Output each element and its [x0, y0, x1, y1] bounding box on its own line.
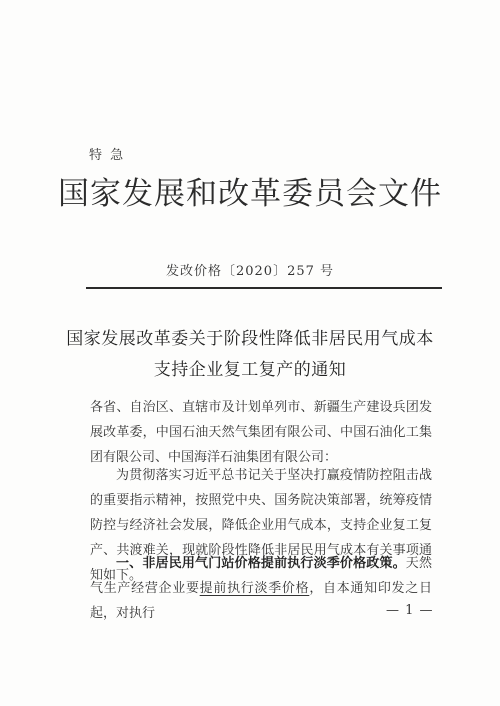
section-1-underlined-phrase: 提前执行淡季价格 [199, 581, 310, 596]
section-1-text-b: ，自本通知印发之日起，对执行 [90, 581, 432, 621]
header-divider [86, 287, 442, 289]
addressee-paragraph: 各省、自治区、直辖市及计划单列市、新疆生产建设兵团发展改革委，中国石油天然气集团有限公司、中国石油化工集团有限公司、中国海洋石油集团有限公司： [90, 400, 432, 465]
notice-title [0, 324, 500, 386]
section-1-paragraph [90, 551, 432, 626]
agency-title: 国家发展和改革委员会文件 [58, 176, 442, 212]
section-1-heading: 一、非居民用气门站价格提前执行淡季价格政策。 [116, 556, 406, 571]
body-paragraph-1: 为贯彻落实习近平总书记关于坚决打赢疫情防控阻击战的重要指示精神，按照党中央、国务院决策部署，统筹疫情防控与经济社会发展，降低企业用气成本，支持企业复工复产、共渡难关，现就阶段性降低非居民用气成本有关事项通知如下。 [90, 468, 432, 583]
notice-title-line-1: 国家发展改革委关于阶段性降低非居民用气成本 [66, 329, 434, 349]
section-1-text-a: 天然气生产经营企业要 [90, 556, 432, 596]
urgency-label: 特 急 [89, 148, 126, 163]
notice-title-line-2: 支持企业复工复产的通知 [153, 360, 347, 380]
document-number: 发改价格〔2020〕257 号 [165, 264, 335, 279]
page-number: — 1 — [386, 603, 434, 618]
